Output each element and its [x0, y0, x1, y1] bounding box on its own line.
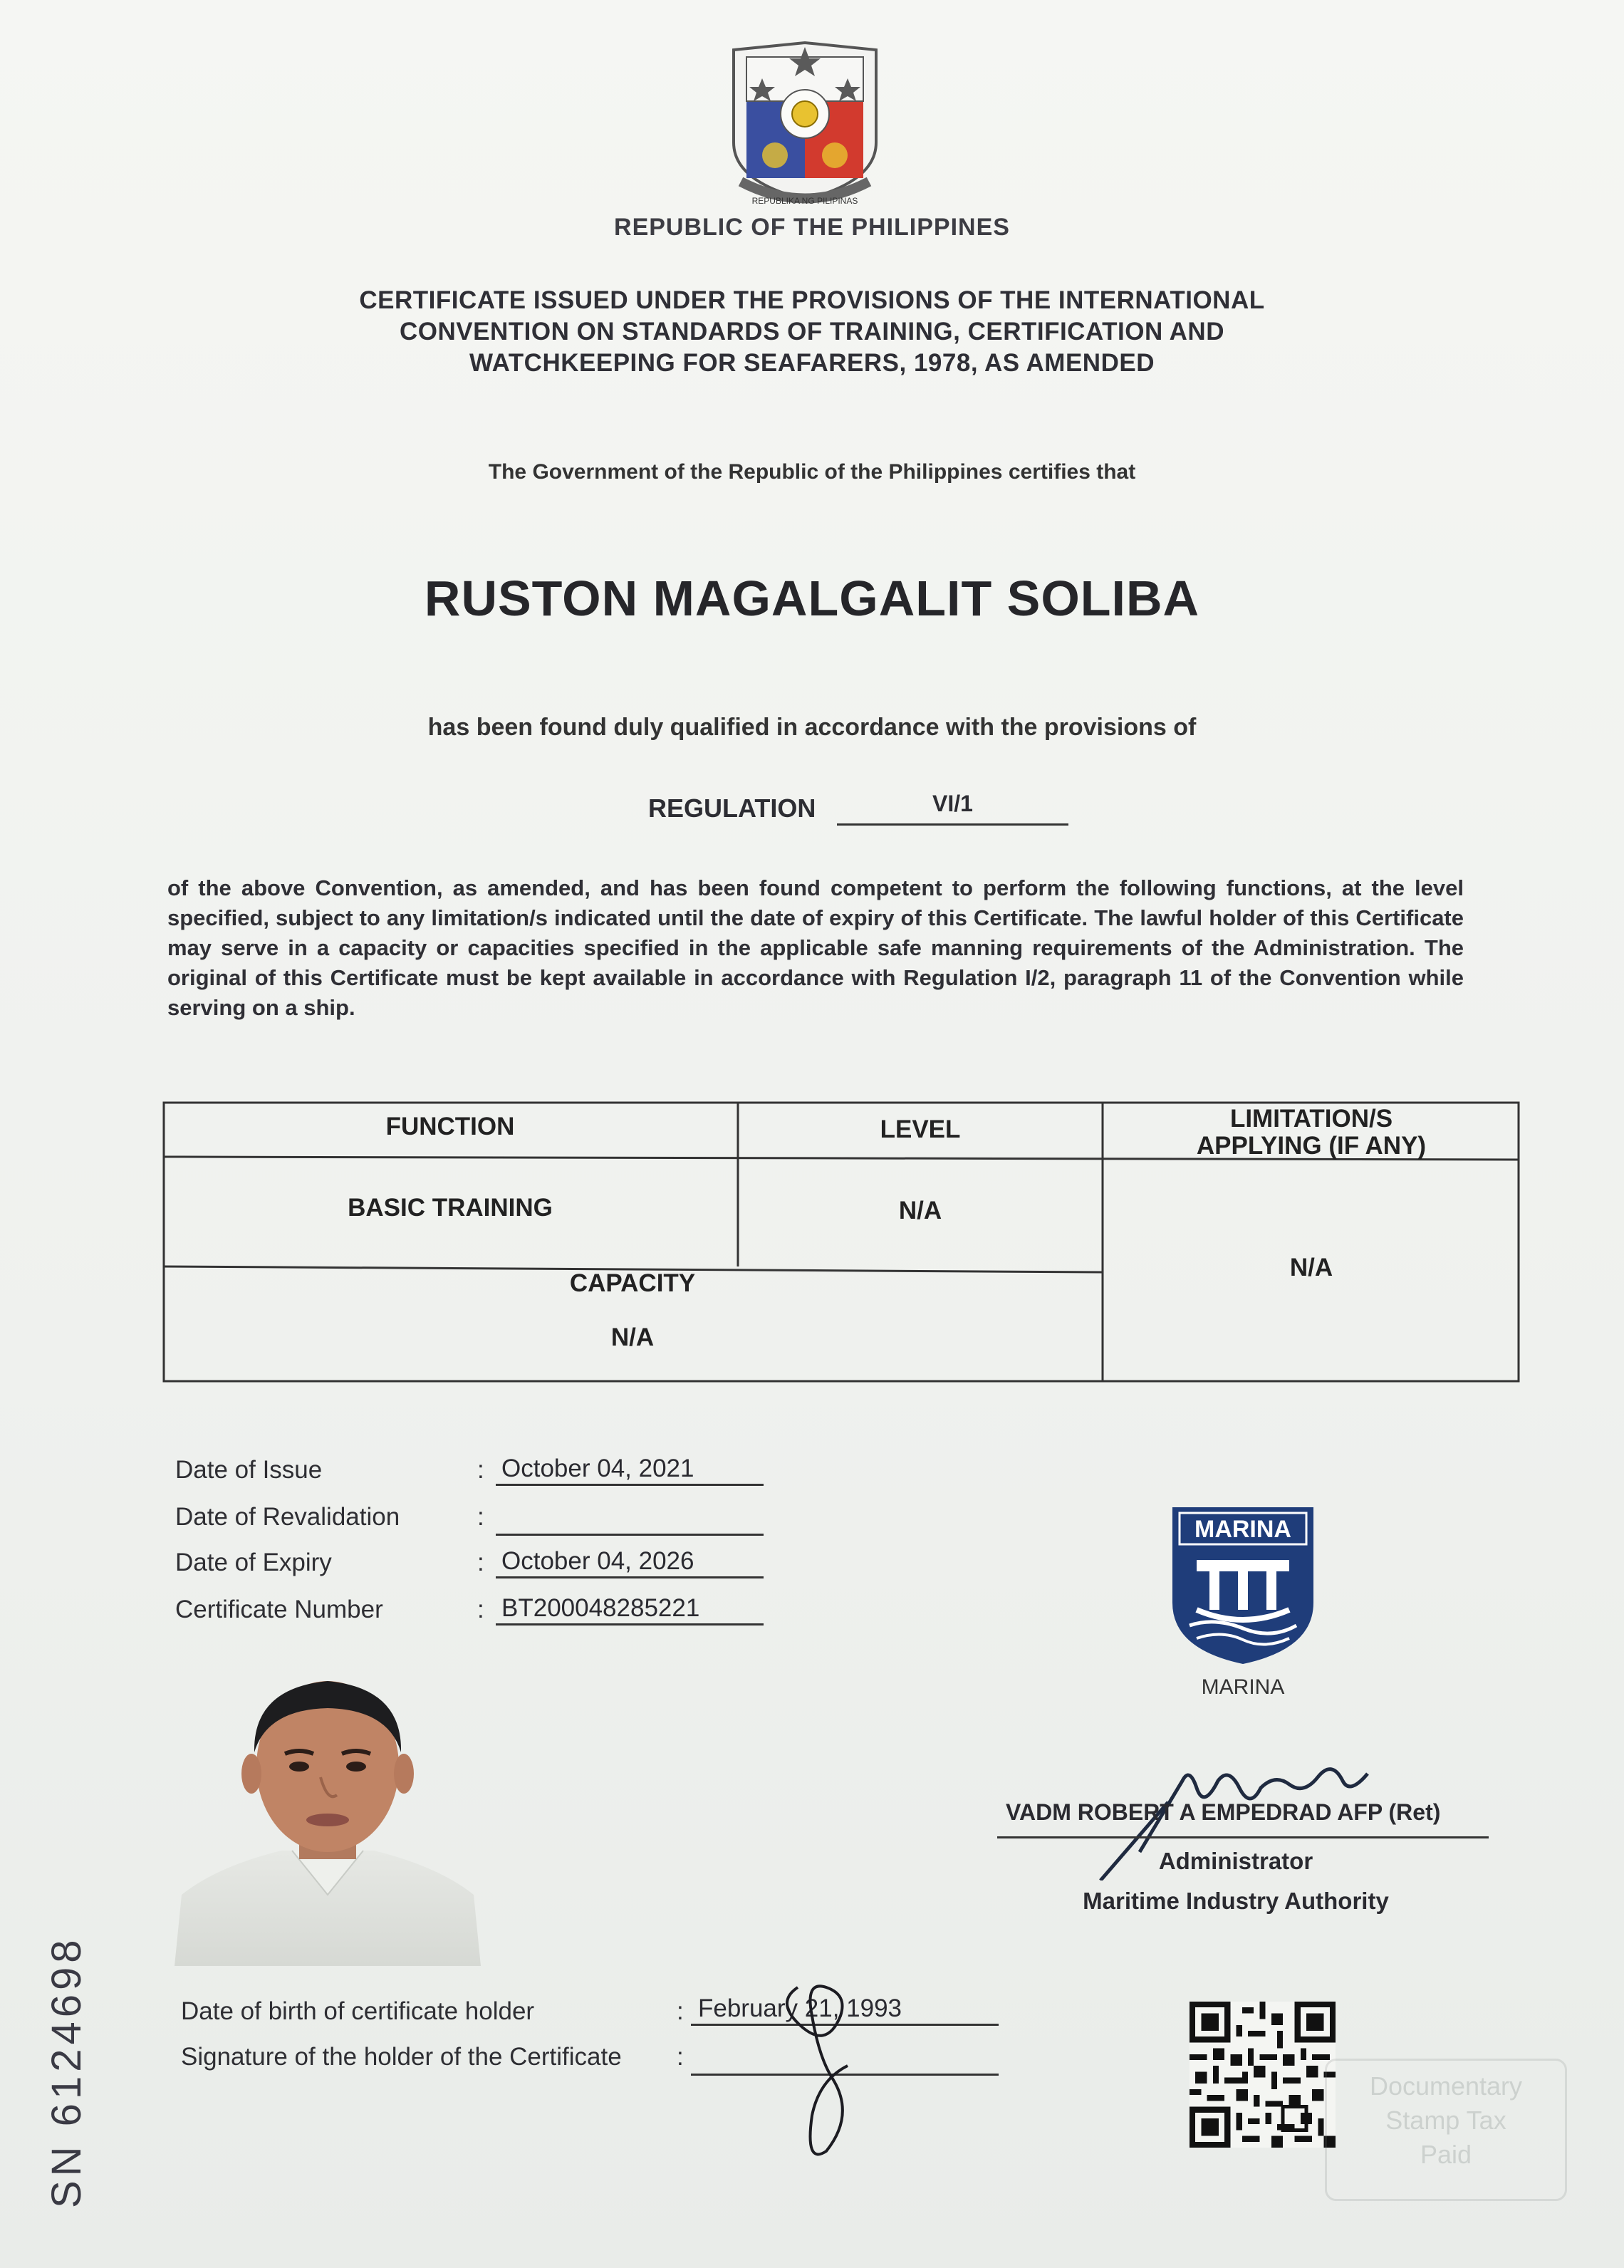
expiry-date-colon: :: [477, 1549, 484, 1576]
birth-date-value: February 21, 1993: [691, 1994, 999, 2026]
stamp-line-1: Documentary: [1369, 2071, 1523, 2101]
revalidation-date-label: Date of Revalidation: [175, 1503, 400, 1531]
country-title: REPUBLIC OF THE PHILIPPINES: [614, 214, 1010, 241]
holder-signature-colon: :: [677, 2043, 684, 2071]
stamp-line-3: Paid: [1420, 2140, 1472, 2169]
limitation-header-line1: LIMITATION/S: [1229, 1105, 1393, 1133]
certificate-number-label: Certificate Number: [175, 1596, 383, 1623]
regulation-label: REGULATION: [648, 794, 816, 823]
marina-logo-icon: [1168, 1503, 1318, 1667]
body-paragraph: of the above Convention, as amended, and has been found competent to perform the following functions, at the level specified, subject to any limitation/s indicated until the date of expiry of this Certificate. The lawful holder of this Certificate may serve in a capacity or capacities specified in the applicable safe manning requirements of the Administration. The original of this Certificate must be kept available in accordance with Regulation I/2, paragraph 11 of the Convention while serving on a ship.: [167, 875, 1464, 1020]
competency-table: [162, 1101, 1520, 1383]
limitation-value: N/A: [1289, 1254, 1333, 1281]
signatory-line: [997, 1836, 1489, 1838]
regulation-value: VI/1: [837, 791, 1068, 826]
function-value: BASIC TRAINING: [348, 1194, 553, 1222]
signatory-name: VADM ROBERT A EMPEDRAD AFP (Ret): [1006, 1799, 1441, 1825]
holder-photo: [175, 1660, 481, 1966]
birth-date-label: Date of birth of certificate holder: [181, 1997, 535, 2025]
documentary-stamp: [1325, 2059, 1567, 2201]
philippine-seal-icon: [712, 28, 897, 214]
certificate-number-colon: :: [477, 1596, 484, 1623]
marina-logo-text: MARINA: [1194, 1516, 1291, 1543]
seal-motto: REPUBLIKA NG PILIPINAS: [751, 196, 858, 206]
issue-date-colon: :: [477, 1456, 484, 1484]
holder-signature: [755, 1973, 883, 2173]
limitation-header-line2: APPLYING (IF ANY): [1196, 1132, 1427, 1160]
signatory-organization: Maritime Industry Authority: [1083, 1888, 1389, 1914]
function-header: FUNCTION: [385, 1113, 515, 1140]
holder-signature-label: Signature of the holder of the Certificate: [181, 2043, 622, 2071]
issue-date-label: Date of Issue: [175, 1456, 323, 1484]
heading-line-2: CONVENTION ON STANDARDS OF TRAINING, CERTIFICATION AND: [400, 318, 1224, 345]
revalidation-date-value: [496, 1504, 764, 1536]
level-value: N/A: [898, 1197, 942, 1224]
birth-date-colon: :: [677, 1997, 684, 2025]
heading-line-1: CERTIFICATE ISSUED UNDER THE PROVISIONS OF THE INTERNATIONAL: [359, 286, 1265, 314]
certificate-heading: [214, 285, 1410, 379]
holder-name: RUSTON MAGALGALIT SOLIBA: [424, 571, 1200, 626]
capacity-value: N/A: [610, 1323, 655, 1351]
qualified-text: has been found duly qualified in accordance with the provisions of: [427, 714, 1197, 741]
level-header: LEVEL: [880, 1115, 961, 1143]
marina-caption: MARINA: [1201, 1675, 1285, 1699]
qr-code-icon: [1190, 2002, 1336, 2148]
issue-date-value: October 04, 2021: [496, 1455, 764, 1486]
certifies-text: The Government of the Republic of the Philippines certifies that: [488, 460, 1136, 484]
expiry-date-label: Date of Expiry: [175, 1549, 332, 1576]
stamp-line-2: Stamp Tax: [1385, 2106, 1506, 2135]
revalidation-date-colon: :: [477, 1503, 484, 1531]
serial-number: SN 6124698: [43, 1935, 90, 2208]
signatory-title: Administrator: [1158, 1848, 1313, 1874]
limitation-header: [1103, 1106, 1520, 1160]
heading-line-3: WATCHKEEPING FOR SEAFARERS, 1978, AS AMENDED: [469, 349, 1155, 377]
capacity-header: CAPACITY: [569, 1269, 696, 1297]
expiry-date-value: October 04, 2026: [496, 1547, 764, 1578]
certificate-number-value: BT200048285221: [496, 1594, 764, 1625]
